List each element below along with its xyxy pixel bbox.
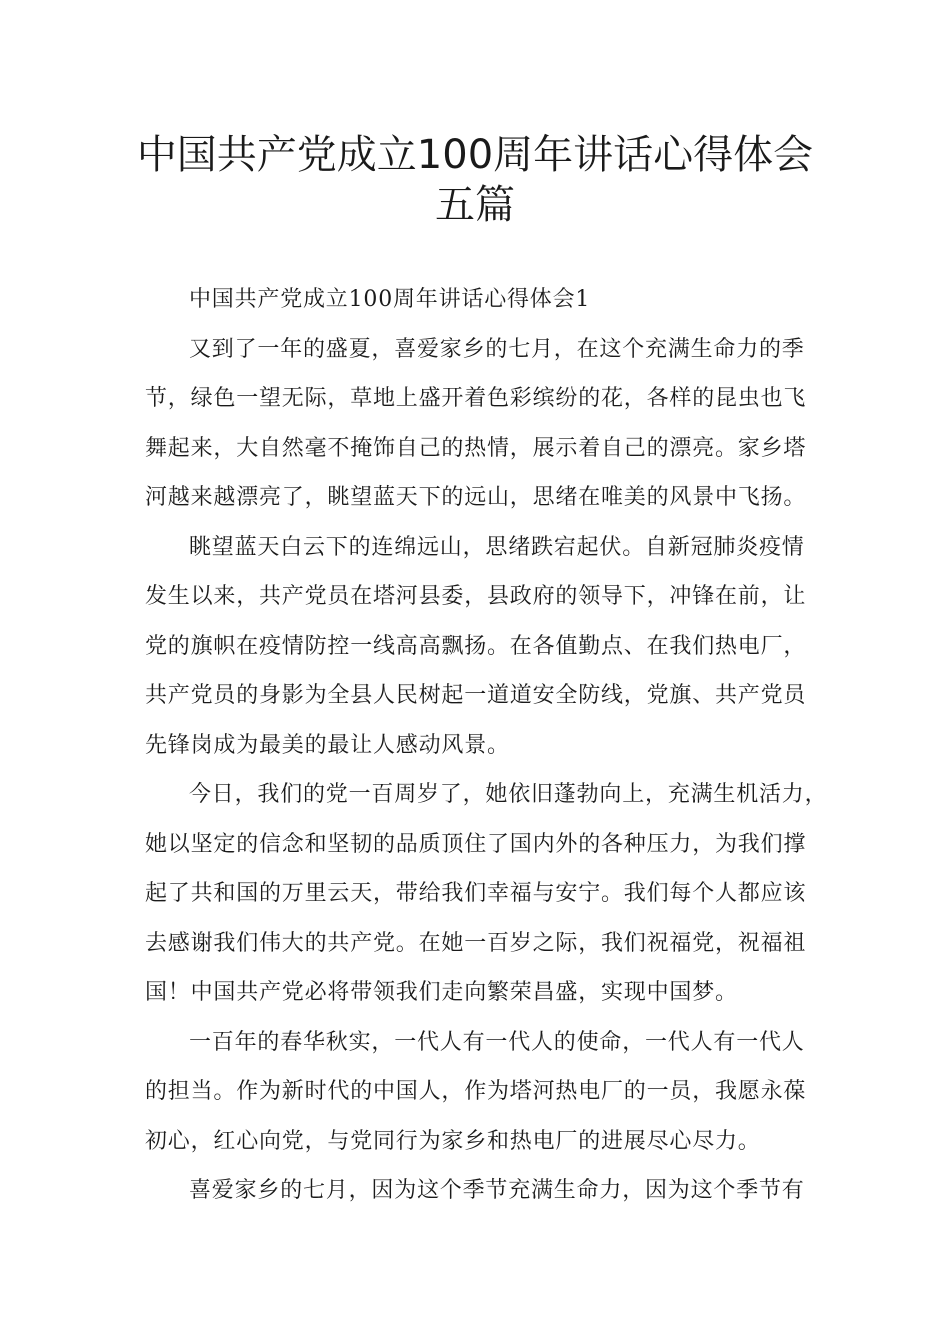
text-line: 发生以来，共产党员在塔河县委，县政府的领导下，冲锋在前，让 — [145, 584, 807, 609]
text-line: 共产党员的身影为全县人民树起一道道安全防线，党旗、共产党员 — [145, 683, 807, 708]
text-line: 节，绿色一望无际，草地上盛开着色彩缤纷的花，各样的昆虫也飞 — [145, 386, 807, 411]
document-body — [145, 275, 828, 1216]
text-line: 眺望蓝天白云下的连绵远山，思绪跌宕起伏。自新冠肺炎疫情 — [189, 534, 805, 560]
text-line: 先锋岗成为最美的最让人感动风景。 — [145, 732, 510, 758]
text-line: 中国共产党成立100周年讲话心得体会1 — [189, 287, 591, 312]
text-line: 河越来越漂亮了，眺望蓝天下的远山，思绪在唯美的风景中飞扬。 — [145, 485, 807, 510]
text-line: 又到了一年的盛夏，喜爱家乡的七月，在这个充满生命力的季 — [189, 336, 805, 362]
text-line: 舞起来，大自然毫不掩饰自己的热情，展示着自己的漂亮。家乡塔 — [145, 435, 807, 461]
text-line: 她以坚定的信念和坚韧的品质顶住了国内外的各种压力，为我们撑 — [145, 831, 807, 857]
text-line: 去感谢我们伟大的共产党。在她一百岁之际，我们祝福党，祝福祖 — [145, 930, 807, 956]
document-title-line-1: 中国共产党成立100周年讲话心得体会 — [136, 132, 814, 178]
text-line: 喜爱家乡的七月，因为这个季节充满生命力，因为这个季节有 — [189, 1178, 805, 1203]
text-line: 起了共和国的万里云天，带给我们幸福与安宁。我们每个人都应该 — [145, 881, 807, 906]
document-title-line-2: 五篇 — [435, 182, 515, 228]
text-line: 党的旗帜在疫情防控一线高高飘扬。在各值勤点、在我们热电厂， — [145, 633, 807, 659]
text-line: 初心，红心向党，与党同行为家乡和热电厂的进展尽心尽力。 — [145, 1128, 761, 1154]
text-line: 的担当。作为新时代的中国人，作为塔河热电厂的一员，我愿永葆 — [145, 1079, 807, 1104]
text-line: 一百年的春华秋实，一代人有一代人的使命，一代人有一代人 — [189, 1029, 805, 1055]
text-line: 国！中国共产党必将带领我们走向繁荣昌盛，实现中国梦。 — [145, 980, 738, 1005]
text-line: 今日，我们的党一百周岁了，她依旧蓬勃向上，充满生机活力， — [189, 782, 828, 807]
